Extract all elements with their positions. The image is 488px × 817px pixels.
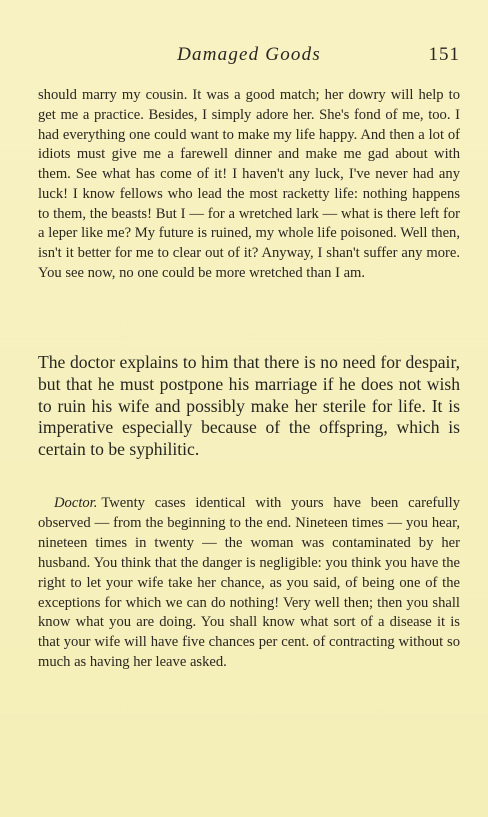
running-title: Damaged Goods xyxy=(177,44,321,65)
speaker-name: Doctor. xyxy=(54,495,98,511)
paragraph-stage-summary: The doctor explains to him that there is no need for despair, but that he must postpone his marriage if he does not wish to ruin his wife and possibly make her sterile for life. It is imperative especially because of the offspring, which is certain to be syphilitic. xyxy=(38,352,460,460)
paragraph-doctor-speech xyxy=(38,494,460,673)
page-number: 151 xyxy=(428,44,460,65)
doctor-speech-text: Twenty cases identical with yours have been carefully observed — from the beginning to the end. Nineteen times — you hear, nineteen times in twenty — the woman was contaminated by her husband. You think that the danger is negligible: you think you have the right to let your wife take her chance, as you said, of being one of the exceptions for which we can do nothing! Very well then; then you shall know what you are doing. You shall know what sort of a disease it is that your wife will have five chances per cent. of contracting without so much as having her leave asked. xyxy=(38,495,460,671)
paragraph-monologue: should marry my cousin. It was a good match; her dowry will help to get me a practice. Besides, I simply adore her. She's fond of me, too. I had everything one could want to make my life happy. And then a lot of idiots must give me a farewell dinner and make me gad about with them. See what has come of it! I haven't any luck, I've never had any luck! I know fellows who lead the most racketty life: nothing happens to them, the beasts! But I — for a wretched lark — what is there left for a leper like me? My future is ruined, my whole life poisoned. Well then, isn't it better for me to clear out of it? Anyway, I shan't suffer any more. You see now, no one could be more wretched than I am. xyxy=(38,87,460,281)
running-head xyxy=(38,44,460,74)
